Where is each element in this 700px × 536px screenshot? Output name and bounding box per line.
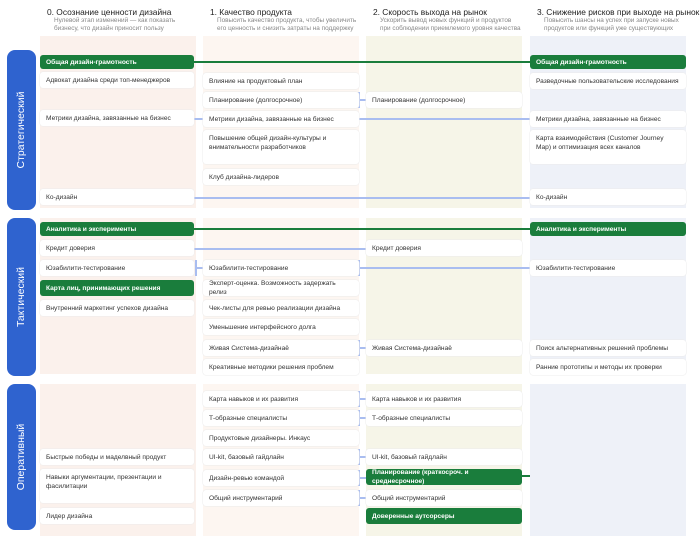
blue-connector-usability	[355, 267, 535, 269]
section-strategic	[7, 50, 36, 210]
card-ui-kit-2[interactable]: UI-kit, базовый гайдлайн	[366, 449, 522, 465]
card-expert-review[interactable]: Эксперт-оценка. Возможность задержать релиз	[203, 280, 359, 296]
bracket-usability-0-1	[196, 260, 203, 276]
card-interface-debt[interactable]: Уменьшение интерфейсного долга	[203, 319, 359, 335]
column-2-title: 2. Скорость выхода на рынок	[373, 7, 487, 17]
card-t-shaped-1[interactable]: Т-образные специалисты	[203, 410, 359, 426]
card-design-review[interactable]: Дизайн-ревью командой	[203, 470, 359, 486]
card-customer-journey-map[interactable]: Карта взаимодействия (Customer Journey Map) и оптимизация всех каналов	[530, 130, 686, 164]
blue-connector-codesign	[190, 197, 535, 199]
column-0-title: 0. Осознание ценности дизайна	[47, 7, 172, 17]
card-design-metrics-1[interactable]: Метрики дизайна, завязанные на бизнес	[203, 111, 359, 127]
card-t-shaped-2[interactable]: Т-образные специалисты	[366, 410, 522, 426]
column-1-title: 1. Качество продукта	[210, 7, 292, 17]
card-design-metrics-3[interactable]: Метрики дизайна, завязанные на бизнес	[530, 111, 686, 127]
card-longterm-planning-2[interactable]: Планирование (долгосрочное)	[366, 92, 522, 108]
column-0-subtitle: Нулевой этап изменений — как показать бизнесу, что дизайн приносит пользу	[54, 17, 176, 32]
card-longterm-planning-1[interactable]: Планирование (долгосрочное)	[203, 92, 359, 108]
column-2-subtitle: Ускорить вывод новых функций и продуктов при соблюдении приемлемого уровня качества	[380, 17, 521, 32]
card-creative-methods[interactable]: Креативные методики решения проблем	[203, 359, 359, 375]
green-connector-strategic	[190, 61, 535, 63]
section-tactical	[7, 218, 36, 376]
green-connector-tactical	[190, 228, 535, 230]
column-1-subtitle: Повысить качество продукта, чтобы увеличить его ценность и снизить затраты на поддержку	[217, 17, 357, 32]
card-design-metrics-0[interactable]: Метрики дизайна, завязанные на бизнес	[40, 110, 194, 126]
section-gap-1	[40, 208, 686, 218]
card-design-literacy-0[interactable]: Общая дизайн-грамотность	[40, 55, 194, 69]
card-codesign-3[interactable]: Ко-дизайн	[530, 189, 686, 205]
section-tactical-label: Тактический	[15, 266, 27, 328]
card-skills-map-2[interactable]: Карта навыков и их развития	[366, 391, 522, 407]
card-design-culture[interactable]: Повышение общей дизайн-культуры и внимательности разработчиков	[203, 130, 359, 164]
card-usability-testing-1[interactable]: Юзабилити-тестирование	[203, 260, 359, 276]
card-shared-tools-2[interactable]: Общий инструментарий	[366, 490, 522, 506]
card-design-leaders-club[interactable]: Клуб дизайна-лидеров	[203, 169, 359, 185]
section-strategic-label: Стратегический	[15, 91, 27, 169]
card-trusted-outsourcers[interactable]: Доверенные аутсорсеры	[366, 508, 522, 524]
card-design-leader[interactable]: Лидер дизайна	[40, 508, 194, 524]
column-3-title: 3. Снижение рисков при выходе на рынок	[537, 7, 700, 17]
card-quick-wins[interactable]: Быстрые победы и маделвный продукт	[40, 449, 194, 465]
column-3-subtitle: Повысить шансы на успех при запуске новых продуктов или функций уже существующих	[544, 17, 679, 32]
card-analytics-0[interactable]: Аналитика и эксперименты	[40, 222, 194, 236]
card-skills-map-1[interactable]: Карта навыков и их развития	[203, 391, 359, 407]
card-exploratory-research[interactable]: Разведочные пользовательские исследования	[530, 73, 686, 89]
card-design-system-2[interactable]: Живая Система-дизайнаё	[366, 340, 522, 356]
card-design-literacy-3[interactable]: Общая дизайн-грамотность	[530, 55, 686, 69]
card-design-system-1[interactable]: Живая Система-дизайнаё	[203, 340, 359, 356]
card-review-checklists[interactable]: Чек-листы для ревью реализации дизайна	[203, 300, 359, 316]
card-codesign-0[interactable]: Ко-дизайн	[40, 189, 194, 205]
card-product-designers[interactable]: Продуктовые дизайнеры. Инкаус	[203, 430, 359, 446]
card-short-midterm-planning[interactable]: Планирование (краткосроч. и среднесрочное)	[366, 469, 522, 485]
card-alternative-solutions[interactable]: Поиск альтернативных решений проблемы	[530, 340, 686, 356]
section-gap-2	[40, 374, 686, 384]
card-early-prototypes[interactable]: Ранние прототипы и методы их проверки	[530, 359, 686, 375]
section-operational	[7, 384, 36, 530]
card-usability-testing-3[interactable]: Юзабилити-тестирование	[530, 260, 686, 276]
card-trust-credit-2[interactable]: Кредит доверия	[366, 240, 522, 256]
card-design-advocate[interactable]: Адвокат дизайна среди топ-менеджеров	[40, 72, 194, 88]
blue-connector-trust	[190, 248, 370, 250]
card-shared-tools-1[interactable]: Общий инструментарий	[203, 490, 359, 506]
card-trust-credit-0[interactable]: Кредит доверия	[40, 240, 194, 256]
card-usability-testing-0[interactable]: Юзабилити-тестирование	[40, 260, 194, 276]
card-analytics-3[interactable]: Аналитика и эксперименты	[530, 222, 686, 236]
card-argumentation-skills[interactable]: Навыки аргументации, презентации и фасилитации	[40, 469, 194, 503]
card-decision-makers-map[interactable]: Карта лиц, принимающих решения	[40, 280, 194, 296]
card-product-plan-influence[interactable]: Влияние на продуктовый план	[203, 73, 359, 89]
section-operational-label: Оперативный	[15, 423, 27, 491]
card-ui-kit-1[interactable]: UI-kit, базовый гайдлайн	[203, 449, 359, 465]
card-internal-marketing[interactable]: Внутренний маркетинг успехов дизайна	[40, 300, 194, 316]
